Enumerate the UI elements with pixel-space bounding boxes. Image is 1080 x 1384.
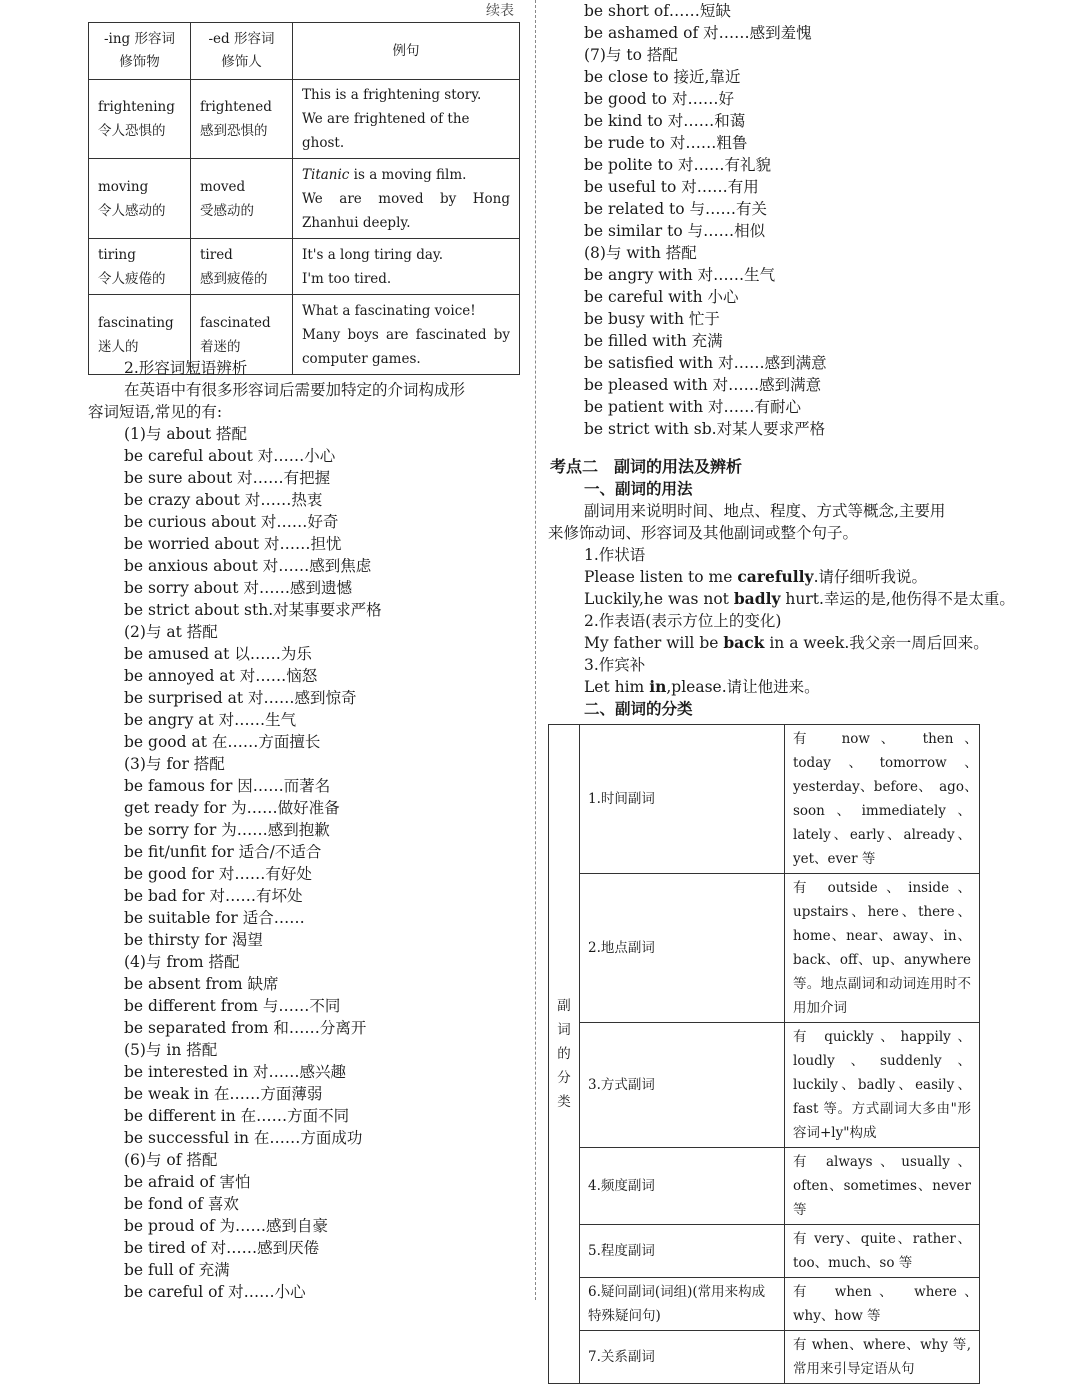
list-item: be surprised at 对……感到惊奇: [124, 689, 357, 707]
header-example: 例句: [293, 23, 520, 80]
list-item: be absent from 缺席: [124, 975, 279, 993]
example-line: Please listen to me carefully.请仔细听我说。: [584, 567, 927, 586]
list-item: be filled with 充满: [584, 332, 723, 350]
list-item: be afraid of 害怕: [124, 1173, 251, 1191]
table-row: 7.关系副词 有 when、where、why 等,常用来引导定语从句: [549, 1331, 980, 1384]
intro-text: 来修饰动词、形容词及其他副词或整个句子。: [548, 524, 859, 542]
side-label: 副 词 的 分 类: [549, 725, 580, 1384]
list-item: (5)与 in 搭配: [124, 1041, 218, 1059]
subheading-classification: 二、副词的分类: [584, 699, 693, 718]
column-divider: [535, 0, 536, 1300]
list-item: get ready for 为……做好准备: [124, 799, 340, 817]
list-item: be amused at 以……为乐: [124, 645, 312, 663]
example-line: Luckily,he was not badly hurt.幸运的是,他伤得不是太重。: [584, 589, 1015, 608]
list-item: be famous for 因……而著名: [124, 777, 331, 795]
list-item: (6)与 of 搭配: [124, 1151, 218, 1169]
list-item: be full of 充满: [124, 1261, 230, 1279]
list-item: be strict about sth.对某事要求严格: [124, 601, 382, 619]
table-row: 4.频度副词 有 always、usually、often、sometimes、never 等: [549, 1148, 980, 1225]
list-item: be careful with 小心: [584, 288, 739, 306]
usage-item: 1.作状语: [584, 546, 646, 564]
continued-label: 续表: [486, 3, 514, 19]
list-item: be fond of 喜欢: [124, 1195, 239, 1213]
list-item: be careful of 对……小心: [124, 1283, 306, 1301]
list-item: be suitable for 适合……: [124, 909, 305, 927]
list-item: be thirsty for 渴望: [124, 931, 263, 949]
list-item: be angry at 对……生气: [124, 711, 297, 729]
list-item: be fit/unfit for 适合/不适合: [124, 843, 322, 861]
list-item: be patient with 对……有耐心: [584, 398, 802, 416]
list-item: (4)与 from 搭配: [124, 953, 240, 971]
intro-text: 副词用来说明时间、地点、程度、方式等概念,主要用: [584, 502, 946, 520]
list-item: be anxious about 对……感到焦虑: [124, 557, 372, 575]
list-item: be sorry for 为……感到抱歉: [124, 821, 330, 839]
list-item: be satisfied with 对……感到满意: [584, 354, 827, 372]
list-item: be successful in 在……方面成功: [124, 1129, 363, 1147]
list-item: be busy with 忙于: [584, 310, 720, 328]
example-line: My father will be back in a week.我父亲一周后回来。: [584, 633, 989, 652]
list-item: be strict with sb.对某人要求严格: [584, 420, 826, 438]
usage-item: 2.作表语(表示方位上的变化): [584, 612, 782, 630]
list-item: be good at 在……方面擅长: [124, 733, 321, 751]
table-row: fascinating 迷人的 fascinated 着迷的 What a fascinating voice! Many boys are fascinated by computer games.: [89, 295, 520, 375]
list-item: be sorry about 对……感到遗憾: [124, 579, 352, 597]
list-item: be bad for 对……有坏处: [124, 887, 303, 905]
preposition-phrase-list: [548, 0, 982, 440]
list-item: (2)与 at 搭配: [124, 623, 218, 641]
list-item: (1)与 about 搭配: [124, 425, 248, 443]
list-item: be angry with 对……生气: [584, 266, 776, 284]
list-item: be crazy about 对……热衷: [124, 491, 323, 509]
list-item: be pleased with 对……感到满意: [584, 376, 822, 394]
list-item: be annoyed at 对……恼怒: [124, 667, 318, 685]
list-item: be careful about 对……小心: [124, 447, 336, 465]
list-item: (3)与 for 搭配: [124, 755, 225, 773]
list-item: be rude to 对……粗鲁: [584, 134, 748, 152]
list-item: be good to 对……好: [584, 90, 734, 108]
list-item: 2.形容词短语辨析: [124, 359, 248, 377]
list-item: be polite to 对……有礼貌: [584, 156, 772, 174]
list-item: be interested in 对……感兴趣: [124, 1063, 347, 1081]
list-item: (8)与 with 搭配: [584, 244, 697, 262]
table-row: 3.方式副词 有 quickly、happily、loudly、suddenly、luckily、badly、easily、fast 等。方式副词大多由"形容词+ly"构成: [549, 1023, 980, 1148]
list-item: be sure about 对……有把握: [124, 469, 331, 487]
list-item: be good for 对……有好处: [124, 865, 312, 883]
table-row: tiring 令人疲倦的 tired 感到疲倦的 It's a long tiring day. I'm too tired.: [89, 239, 520, 295]
list-item: be close to 接近,靠近: [584, 68, 741, 86]
adverb-section: [548, 450, 1015, 720]
list-item: be related to 与……有关: [584, 200, 768, 218]
adjective-phrase-list: [88, 357, 522, 1303]
list-item: be curious about 对……好奇: [124, 513, 339, 531]
table-row: frightening 令人恐惧的 frightened 感到恐惧的 This is a frightening story. We are frightened of the ghost.: [89, 80, 520, 159]
example-line: Let him in,please.请让他进来。: [584, 677, 820, 696]
section-title: 考点二 副词的用法及辨析: [550, 457, 743, 476]
table-row: 6.疑问副词(词组)(常用来构成特殊疑问句) 有 when、 where、 why、how 等: [549, 1278, 980, 1331]
list-item: 容词短语,常见的有:: [88, 403, 223, 421]
table-row: 副 词 的 分 类 1.时间副词 有 now、 then、 today、tomorrow、 yesterday、before、 ago、 soon、immediately、lately、early、already、yet、ever 等: [549, 725, 980, 874]
table-row: moving 令人感动的 moved 受感动的 Titanic is a moving film. We are moved by Hong Zhanhui deeply.: [89, 159, 520, 239]
list-item: be separated from 和……分离开: [124, 1019, 367, 1037]
header-ing: -ing 形容词 修饰物: [89, 23, 191, 80]
list-item: be useful to 对……有用: [584, 178, 759, 196]
list-item: be worried about 对……担忧: [124, 535, 342, 553]
list-item: be ashamed of 对……感到羞愧: [584, 24, 812, 42]
list-item: be short of……短缺: [584, 2, 731, 20]
list-item: (7)与 to 搭配: [584, 46, 678, 64]
list-item: be different from 与……不同: [124, 997, 341, 1015]
list-item: be similar to 与……相似: [584, 222, 766, 240]
usage-item: 3.作宾补: [584, 656, 646, 674]
list-item: 在英语中有很多形容词后需要加特定的介词构成形: [124, 381, 466, 399]
list-item: be different in 在……方面不同: [124, 1107, 350, 1125]
table-row: 5.程度副词 有 very、quite、rather、too、much、so 等: [549, 1225, 980, 1278]
list-item: be proud of 为……感到自豪: [124, 1217, 329, 1235]
list-item: be weak in 在……方面薄弱: [124, 1085, 323, 1103]
table-row: 2.地点副词 有 outside、inside、upstairs、here、there、home、near、away、in、back、off、up、anywhere 等。地点副词和动词连用时不用加介词: [549, 874, 980, 1023]
header-ed: -ed 形容词 修饰人: [191, 23, 293, 80]
adverb-table: [548, 724, 985, 1384]
adjective-table: [88, 22, 520, 375]
list-item: be kind to 对……和蔼: [584, 112, 746, 130]
subheading-usage: 一、副词的用法: [584, 479, 693, 498]
list-item: be tired of 对……感到厌倦: [124, 1239, 320, 1257]
